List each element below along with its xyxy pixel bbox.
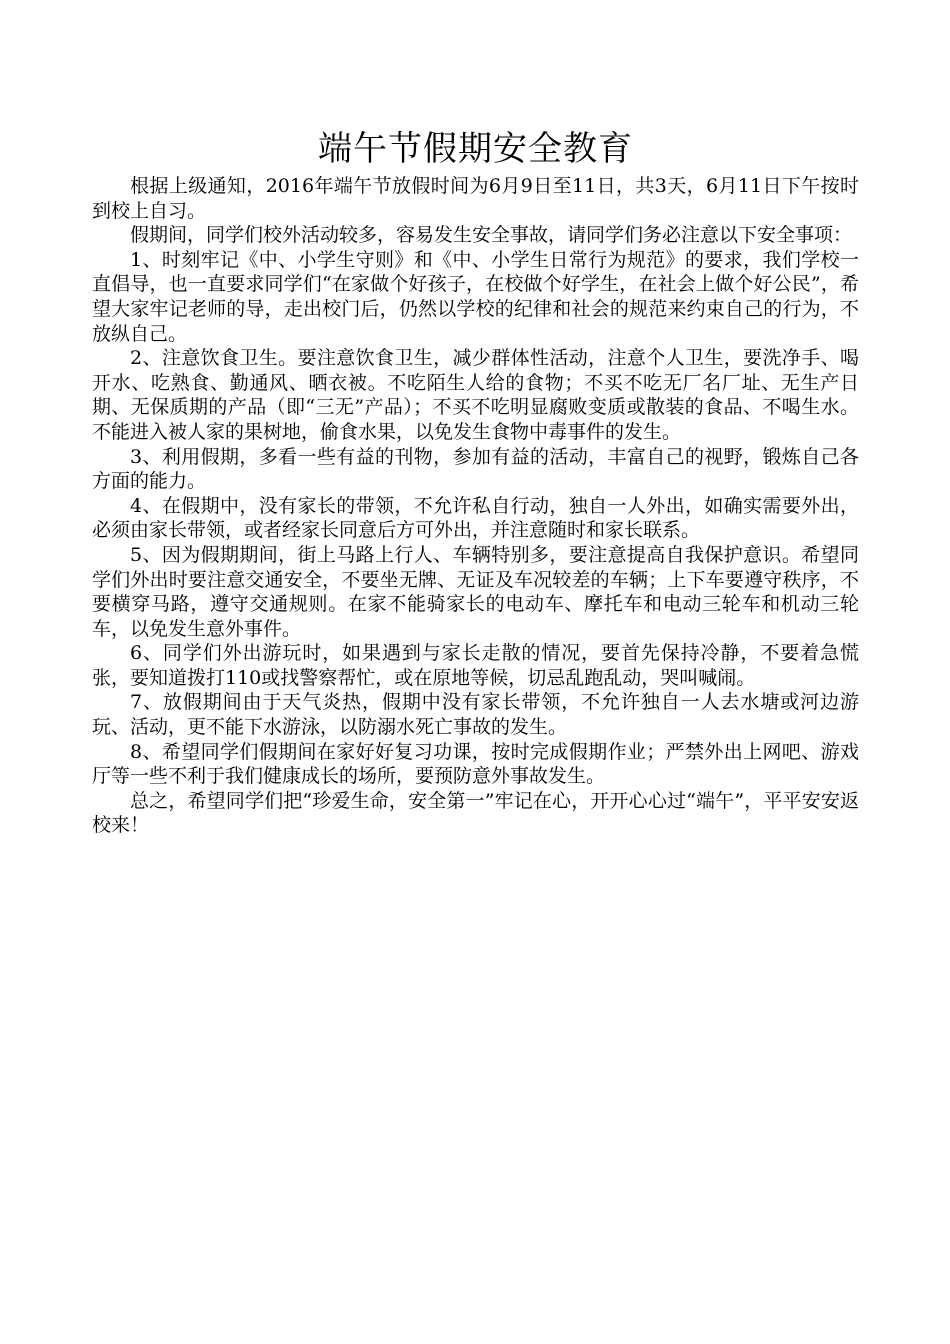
paragraph-item-7: 7、放假期间由于天气炎热，假期中没有家长带领，不允许独自一人去水塘或河边游玩、活动，更不能下水游泳，以防溺水死亡事故的发生。 xyxy=(92,691,859,739)
paragraph-item-3: 3、利用假期，多看一些有益的刊物，参加有益的活动，丰富自己的视野，锻炼自己各方面的能力。 xyxy=(92,445,859,493)
paragraph-intro: 假期间，同学们校外活动较多，容易发生安全事故，请同学们务必注意以下安全事项： xyxy=(130,224,853,247)
paragraph-item-5: 5、因为假期期间，街上马路上行人、车辆特别多，要注意提高自我保护意识。希望同学们外出时要注意交通安全，不要坐无牌、无证及车况较差的车辆；上下车要遵守秩序，不要横穿马路，遵守交通规则。在家不能骑家长的电动车、摩托车和电动三轮车和机动三轮车，以免发生意外事件。 xyxy=(92,543,859,640)
paragraph-item-6: 6、同学们外出游玩时，如果遇到与家长走散的情况，要首先保持冷静，不要着急慌张，要知道拨打110或找警察帮忙，或在原地等候，切忌乱跑乱动，哭叫喊闹。 xyxy=(92,642,859,689)
document-page xyxy=(92,126,859,838)
paragraph-item-1: 1、时刻牢记《中、小学生守则》和《中、小学生日常行为规范》的要求，我们学校一直倡导，也一直要求同学们“在家做个好孩子，在校做个好学生，在社会上做个好公民”，希望大家牢记老师的导，走出校门后，仍然以学校的纪律和社会的规范来约束自己的行为，不放纵自己。 xyxy=(92,248,859,345)
paragraph-item-8: 8、希望同学们假期间在家好好复习功课，按时完成假期作业；严禁外出上网吧、游戏厅等一些不利于我们健康成长的场所，要预防意外事故发生。 xyxy=(92,740,859,788)
document-title: 端午节假期安全教育 xyxy=(318,129,633,169)
paragraph-notice: 根据上级通知，2016年端午节放假时间为6月9日至11日，共3天，6月11日下午按时到校上自习。 xyxy=(92,175,859,222)
paragraph-item-2: 2、注意饮食卫生。要注意饮食卫生，减少群体性活动，注意个人卫生，要洗净手、喝开水、吃熟食、勤通风、晒衣被。不吃陌生人给的食物；不买不吃无厂名厂址、无生产日期、无保质期的产品（即“三无”产品）；不买不吃明显腐败变质或散装的食品、不喝生水。不能进入被人家的果树地，偷食水果，以免发生食物中毒事件的发生。 xyxy=(92,347,859,443)
paragraph-conclusion: 总之，希望同学们把“珍爱生命，安全第一”牢记在心，开开心心过“端午”，平平安安返校来！ xyxy=(92,789,859,837)
paragraph-item-4: 4、在假期中，没有家长的带领，不允许私自行动，独自一人外出，如确实需要外出，必须由家长带领，或者经家长同意后方可外出，并注意随时和家长联系。 xyxy=(92,494,859,542)
